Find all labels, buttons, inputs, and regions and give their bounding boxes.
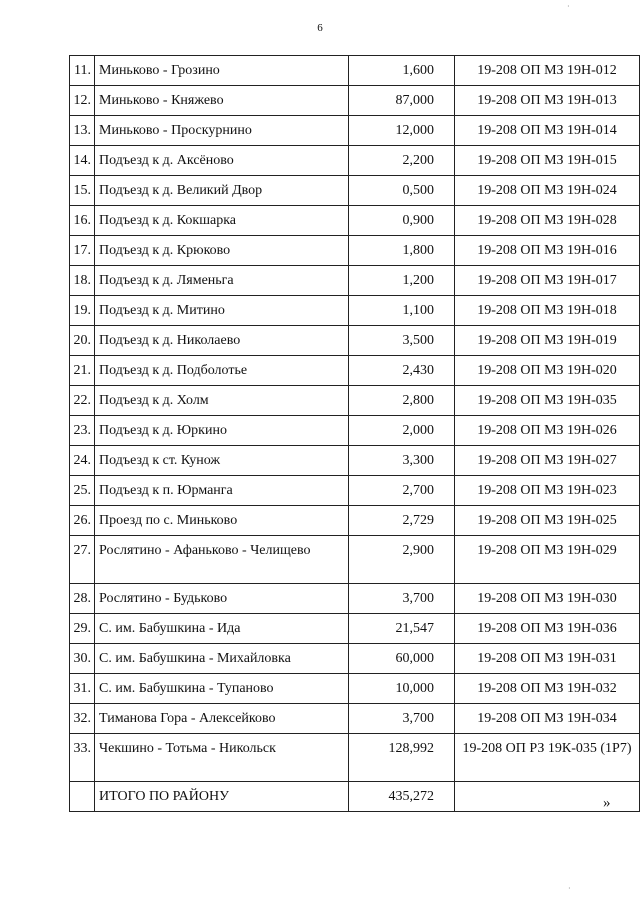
road-length: 3,300 (349, 446, 455, 476)
table-row (70, 416, 640, 446)
road-code: 19-208 ОП МЗ 19Н-034 (455, 704, 640, 734)
road-name: С. им. Бабушкина - Михайловка (95, 644, 349, 674)
road-length: 3,700 (349, 704, 455, 734)
road-length: 1,100 (349, 296, 455, 326)
table-row (70, 506, 640, 536)
road-code: 19-208 ОП МЗ 19Н-014 (455, 116, 640, 146)
road-name: Чекшино - Тотьма - Никольск (95, 734, 349, 782)
road-length: 1,600 (349, 56, 455, 86)
table-row (70, 476, 640, 506)
table-row (70, 146, 640, 176)
table-row (70, 206, 640, 236)
roads-table-body (70, 56, 640, 812)
road-length: 87,000 (349, 86, 455, 116)
table-row (70, 56, 640, 86)
road-code: 19-208 ОП МЗ 19Н-025 (455, 506, 640, 536)
road-length: 0,500 (349, 176, 455, 206)
road-length: 2,200 (349, 146, 455, 176)
scan-speck: · (567, 2, 570, 11)
row-number: 25. (70, 476, 95, 506)
row-number: 26. (70, 506, 95, 536)
table-row (70, 644, 640, 674)
road-length: 2,729 (349, 506, 455, 536)
road-name: Подъезд к д. Подболотье (95, 356, 349, 386)
road-code: 19-208 ОП МЗ 19Н-015 (455, 146, 640, 176)
road-length: 60,000 (349, 644, 455, 674)
road-length: 2,430 (349, 356, 455, 386)
page-number: 6 (317, 22, 323, 34)
row-number: 18. (70, 266, 95, 296)
road-name: Подъезд к д. Холм (95, 386, 349, 416)
road-name: Проезд по с. Миньково (95, 506, 349, 536)
road-code: 19-208 ОП МЗ 19Н-029 (455, 536, 640, 584)
row-number: 31. (70, 674, 95, 704)
table-row (70, 266, 640, 296)
row-number: 12. (70, 86, 95, 116)
road-name: Миньково - Проскурнино (95, 116, 349, 146)
road-code: 19-208 ОП МЗ 19Н-032 (455, 674, 640, 704)
road-code: 19-208 ОП МЗ 19Н-017 (455, 266, 640, 296)
road-length: 1,800 (349, 236, 455, 266)
table-row (70, 86, 640, 116)
road-name: Рослятино - Будьково (95, 584, 349, 614)
road-length: 2,000 (349, 416, 455, 446)
total-number (70, 782, 95, 812)
table-row (70, 296, 640, 326)
road-code: 19-208 ОП МЗ 19Н-023 (455, 476, 640, 506)
road-name: Миньково - Княжево (95, 86, 349, 116)
table-row (70, 584, 640, 614)
road-code: 19-208 ОП МЗ 19Н-019 (455, 326, 640, 356)
road-code: 19-208 ОП МЗ 19Н-018 (455, 296, 640, 326)
road-length: 2,900 (349, 536, 455, 584)
table-row (70, 674, 640, 704)
road-code: 19-208 ОП МЗ 19Н-027 (455, 446, 640, 476)
total-label: ИТОГО ПО РАЙОНУ (95, 782, 349, 812)
road-length: 12,000 (349, 116, 455, 146)
table-row (70, 116, 640, 146)
row-number: 33. (70, 734, 95, 782)
road-code: 19-208 ОП МЗ 19Н-024 (455, 176, 640, 206)
road-code: 19-208 ОП МЗ 19Н-020 (455, 356, 640, 386)
road-name: Подъезд к д. Николаево (95, 326, 349, 356)
road-code: 19-208 ОП МЗ 19Н-036 (455, 614, 640, 644)
road-length: 0,900 (349, 206, 455, 236)
row-number: 32. (70, 704, 95, 734)
row-number: 19. (70, 296, 95, 326)
row-number: 17. (70, 236, 95, 266)
road-name: Подъезд к д. Юркино (95, 416, 349, 446)
road-length: 21,547 (349, 614, 455, 644)
row-number: 11. (70, 56, 95, 86)
road-code: 19-208 ОП МЗ 19Н-031 (455, 644, 640, 674)
road-code: 19-208 ОП МЗ 19Н-028 (455, 206, 640, 236)
row-number: 16. (70, 206, 95, 236)
road-length: 10,000 (349, 674, 455, 704)
table-row (70, 176, 640, 206)
table-row (70, 734, 640, 782)
total-length: 435,272 (349, 782, 455, 812)
road-name: Подъезд к п. Юрманга (95, 476, 349, 506)
road-length: 1,200 (349, 266, 455, 296)
row-number: 23. (70, 416, 95, 446)
road-name: Рослятино - Афаньково - Челищево (95, 536, 349, 584)
table-row (70, 446, 640, 476)
road-length: 128,992 (349, 734, 455, 782)
road-name: С. им. Бабушкина - Ида (95, 614, 349, 644)
road-name: Подъезд к д. Великий Двор (95, 176, 349, 206)
road-name: Подъезд к д. Митино (95, 296, 349, 326)
road-length: 2,700 (349, 476, 455, 506)
total-row (70, 782, 640, 812)
road-name: Подъезд к д. Аксёново (95, 146, 349, 176)
road-code: 19-208 ОП МЗ 19Н-013 (455, 86, 640, 116)
road-code: 19-208 ОП МЗ 19Н-035 (455, 386, 640, 416)
row-number: 14. (70, 146, 95, 176)
table-row (70, 326, 640, 356)
table-row (70, 704, 640, 734)
row-number: 22. (70, 386, 95, 416)
table-row (70, 236, 640, 266)
road-name: Подъезд к д. Крюково (95, 236, 349, 266)
row-number: 24. (70, 446, 95, 476)
road-code: 19-208 ОП МЗ 19Н-012 (455, 56, 640, 86)
table-row (70, 356, 640, 386)
row-number: 21. (70, 356, 95, 386)
roads-table (69, 55, 640, 812)
total-code (455, 782, 640, 812)
row-number: 20. (70, 326, 95, 356)
table-row (70, 386, 640, 416)
road-code: 19-208 ОП МЗ 19Н-016 (455, 236, 640, 266)
scan-speck: · (568, 884, 571, 893)
road-name: Подъезд к д. Кокшарка (95, 206, 349, 236)
row-number: 15. (70, 176, 95, 206)
row-number: 13. (70, 116, 95, 146)
road-name: Подъезд к д. Ляменьга (95, 266, 349, 296)
row-number: 28. (70, 584, 95, 614)
road-code: 19-208 ОП МЗ 19Н-026 (455, 416, 640, 446)
road-name: Миньково - Грозино (95, 56, 349, 86)
row-number: 29. (70, 614, 95, 644)
road-name: С. им. Бабушкина - Тупаново (95, 674, 349, 704)
road-code: 19-208 ОП РЗ 19К-035 (1Р7) (455, 734, 640, 782)
road-length: 2,800 (349, 386, 455, 416)
road-length: 3,700 (349, 584, 455, 614)
table-row (70, 614, 640, 644)
road-name: Подъезд к ст. Кунож (95, 446, 349, 476)
row-number: 30. (70, 644, 95, 674)
road-length: 3,500 (349, 326, 455, 356)
road-code: 19-208 ОП МЗ 19Н-030 (455, 584, 640, 614)
closing-quote: » (603, 795, 611, 811)
table-row (70, 536, 640, 584)
road-name: Тиманова Гора - Алексейково (95, 704, 349, 734)
row-number: 27. (70, 536, 95, 584)
